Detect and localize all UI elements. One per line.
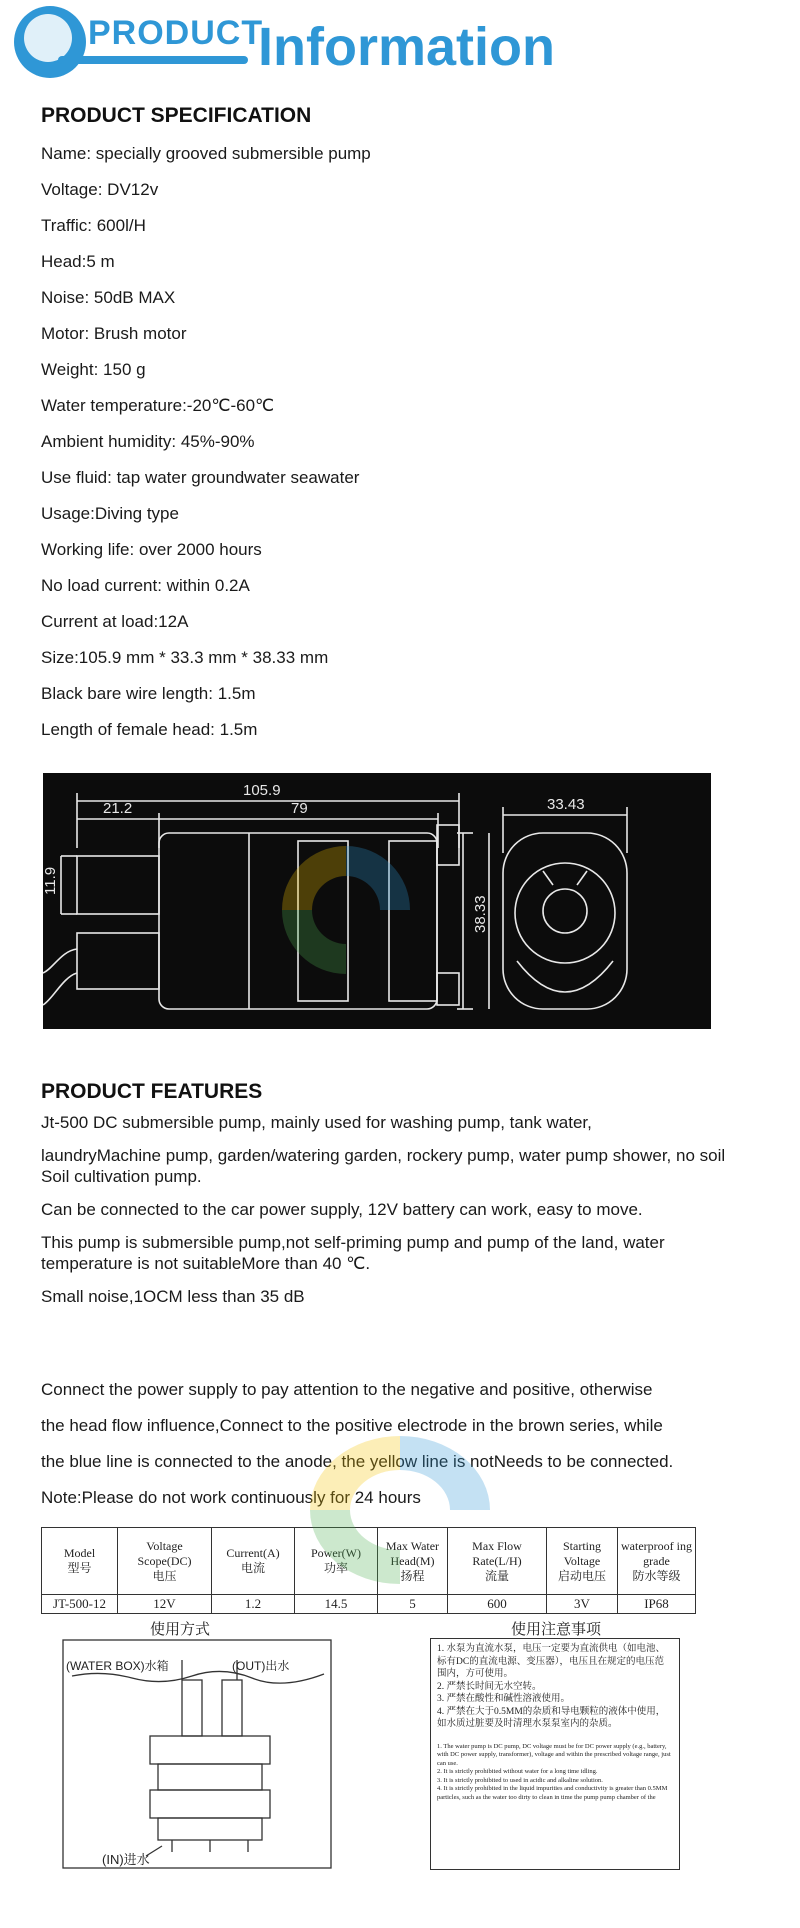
header-information-word: Information <box>258 17 555 77</box>
notice-cn-line: 4. 严禁在大于0.5MM的杂质和导电颗粒的液体中使用，如水质过脏要及时清理水泵泵室内的杂质。 <box>437 1706 666 1729</box>
dim-height: 38.33 <box>472 895 489 933</box>
note-line: the head flow influence,Connect to the positive electrode in the brown series, while <box>41 1416 663 1435</box>
spec-item: Noise: 50dB MAX <box>41 288 176 307</box>
note-line: Connect the power supply to pay attention to the negative and positive, otherwise <box>41 1380 653 1399</box>
table-cell: 1.2 <box>212 1595 295 1614</box>
table-cell: 600 <box>448 1595 547 1614</box>
spec-item: Length of female head: 1.5m <box>41 720 258 739</box>
notice-en-line: 4. It is strictly prohibited in the liquid impurities and conductivity is greater than 0.5MM particles, such as the water too dirty to clean in time the pump pump chamber of the <box>437 1785 668 1801</box>
spec-table-header-row <box>42 1528 696 1595</box>
spec-item: Voltage: DV12v <box>41 180 159 199</box>
spec-item: Weight: 150 g <box>41 360 146 379</box>
specification-list <box>41 138 741 750</box>
spec-table-row <box>42 1595 696 1614</box>
feature-paragraph: This pump is submersible pump,not self-priming pump and pump of the land, water temperature is not suitableMore than 40 ℃. <box>41 1233 665 1273</box>
spec-item: Head:5 m <box>41 252 115 271</box>
table-header-cell: Starting Voltage 启动电压 <box>547 1528 618 1595</box>
spec-item: No load current: within 0.2A <box>41 576 250 595</box>
feature-paragraph: laundryMachine pump, garden/watering garden, rockery pump, water pump shower, no soil Soil cultivation pump. <box>41 1146 726 1186</box>
notice-en-line: 1. The water pump is DC pump, DC voltage must be for DC power supply (e.g., battery, with DC power supply, transformer), voltage and within the prescribed voltage range, just can use. <box>437 1742 671 1767</box>
notice-cn-line: 3. 严禁在酸性和碱性溶液使用。 <box>437 1694 571 1704</box>
table-cell: 14.5 <box>295 1595 378 1614</box>
spec-item: Ambient humidity: 45%-90% <box>41 432 255 451</box>
specification-title: PRODUCT SPECIFICATION <box>41 104 312 127</box>
water-box-label: (WATER BOX)水箱 <box>66 1659 169 1673</box>
dim-width: 33.43 <box>547 796 585 813</box>
table-header-cell: Power(W) 功率 <box>295 1528 378 1595</box>
features-title: PRODUCT FEATURES <box>41 1080 263 1103</box>
table-cell: 12V <box>118 1595 212 1614</box>
spec-item: Current at load:12A <box>41 612 189 631</box>
feature-paragraph: Can be connected to the car power supply, 12V battery can work, easy to move. <box>41 1200 643 1219</box>
spec-item: Use fluid: tap water groundwater seawater <box>41 468 360 487</box>
table-header-cell: Current(A) 电流 <box>212 1528 295 1595</box>
spec-item: Traffic: 600l/H <box>41 216 146 235</box>
in-label: (IN)进水 <box>102 1852 150 1867</box>
spec-item: Working life: over 2000 hours <box>41 540 262 559</box>
table-header-cell: Max Water Head(M) 扬程 <box>378 1528 448 1595</box>
table-cell: JT-500-12 <box>42 1595 118 1614</box>
pump-dimension-drawing <box>43 773 711 1029</box>
feature-paragraph: Small noise,1OCM less than 35 dB <box>41 1287 305 1306</box>
table-header-cell: Max Flow Rate(L/H) 流量 <box>448 1528 547 1595</box>
wiring-notes <box>41 1372 761 1516</box>
notice-cn-line: 1. 水泵为直流水泵，电压一定要为直流供电（如电池、标有DC的直流电源、变压器），电压且在规定的电压范围内，方可使用。 <box>437 1644 666 1679</box>
spec-item: Name: specially grooved submersible pump <box>41 144 371 163</box>
notice-box <box>430 1638 680 1870</box>
spec-table <box>41 1527 696 1614</box>
header-product-word: PRODUCT <box>88 14 264 52</box>
spec-item: Water temperature:-20℃-60℃ <box>41 396 275 415</box>
header-banner <box>0 0 800 92</box>
features-list <box>41 1112 741 1319</box>
usage-diagram <box>62 1620 334 1870</box>
out-label: (OUT)出水 <box>232 1659 290 1673</box>
dim-nozzle: 21.2 <box>103 800 133 817</box>
logo-underline <box>58 56 248 64</box>
notice-cn-line: 2. 严禁长时间无水空转。 <box>437 1681 542 1692</box>
notice-en-line: 3. It is strictly prohibited to used in acidic and alkaline solution. <box>437 1776 603 1784</box>
usage-diagram-title: 使用方式 <box>150 1621 211 1638</box>
note-line: Note:Please do not work continuously for 24 hours <box>41 1488 421 1507</box>
dim-total-length: 105.9 <box>243 782 281 799</box>
notice-en-line: 2. It is strictly prohibited without water for a long time idling. <box>437 1768 598 1775</box>
table-cell: 3V <box>547 1595 618 1614</box>
note-line: the blue line is connected to the anode, the yellow line is notNeeds to be connected. <box>41 1452 674 1471</box>
table-cell: 5 <box>378 1595 448 1614</box>
usage-notice <box>430 1618 682 1873</box>
table-cell: IP68 <box>618 1595 696 1614</box>
table-header-cell: waterproof ing grade 防水等级 <box>618 1528 696 1595</box>
table-header-cell: Model 型号 <box>42 1528 118 1595</box>
dim-body: 79 <box>291 800 308 817</box>
dim-outlet: 11.9 <box>43 866 59 895</box>
feature-paragraph: Jt-500 DC submersible pump, mainly used for washing pump, tank water, <box>41 1113 592 1132</box>
dimension-drawing-svg <box>43 773 711 1029</box>
notice-title: 使用注意事项 <box>510 1621 601 1638</box>
usage-diagram-svg <box>62 1620 334 1870</box>
spec-item: Usage:Diving type <box>41 504 179 523</box>
magnifier-logo-icon <box>14 6 86 78</box>
spec-item: Size:105.9 mm * 33.3 mm * 38.33 mm <box>41 648 329 667</box>
table-header-cell: Voltage Scope(DC) 电压 <box>118 1528 212 1595</box>
spec-item: Black bare wire length: 1.5m <box>41 684 256 703</box>
spec-item: Motor: Brush motor <box>41 324 187 343</box>
